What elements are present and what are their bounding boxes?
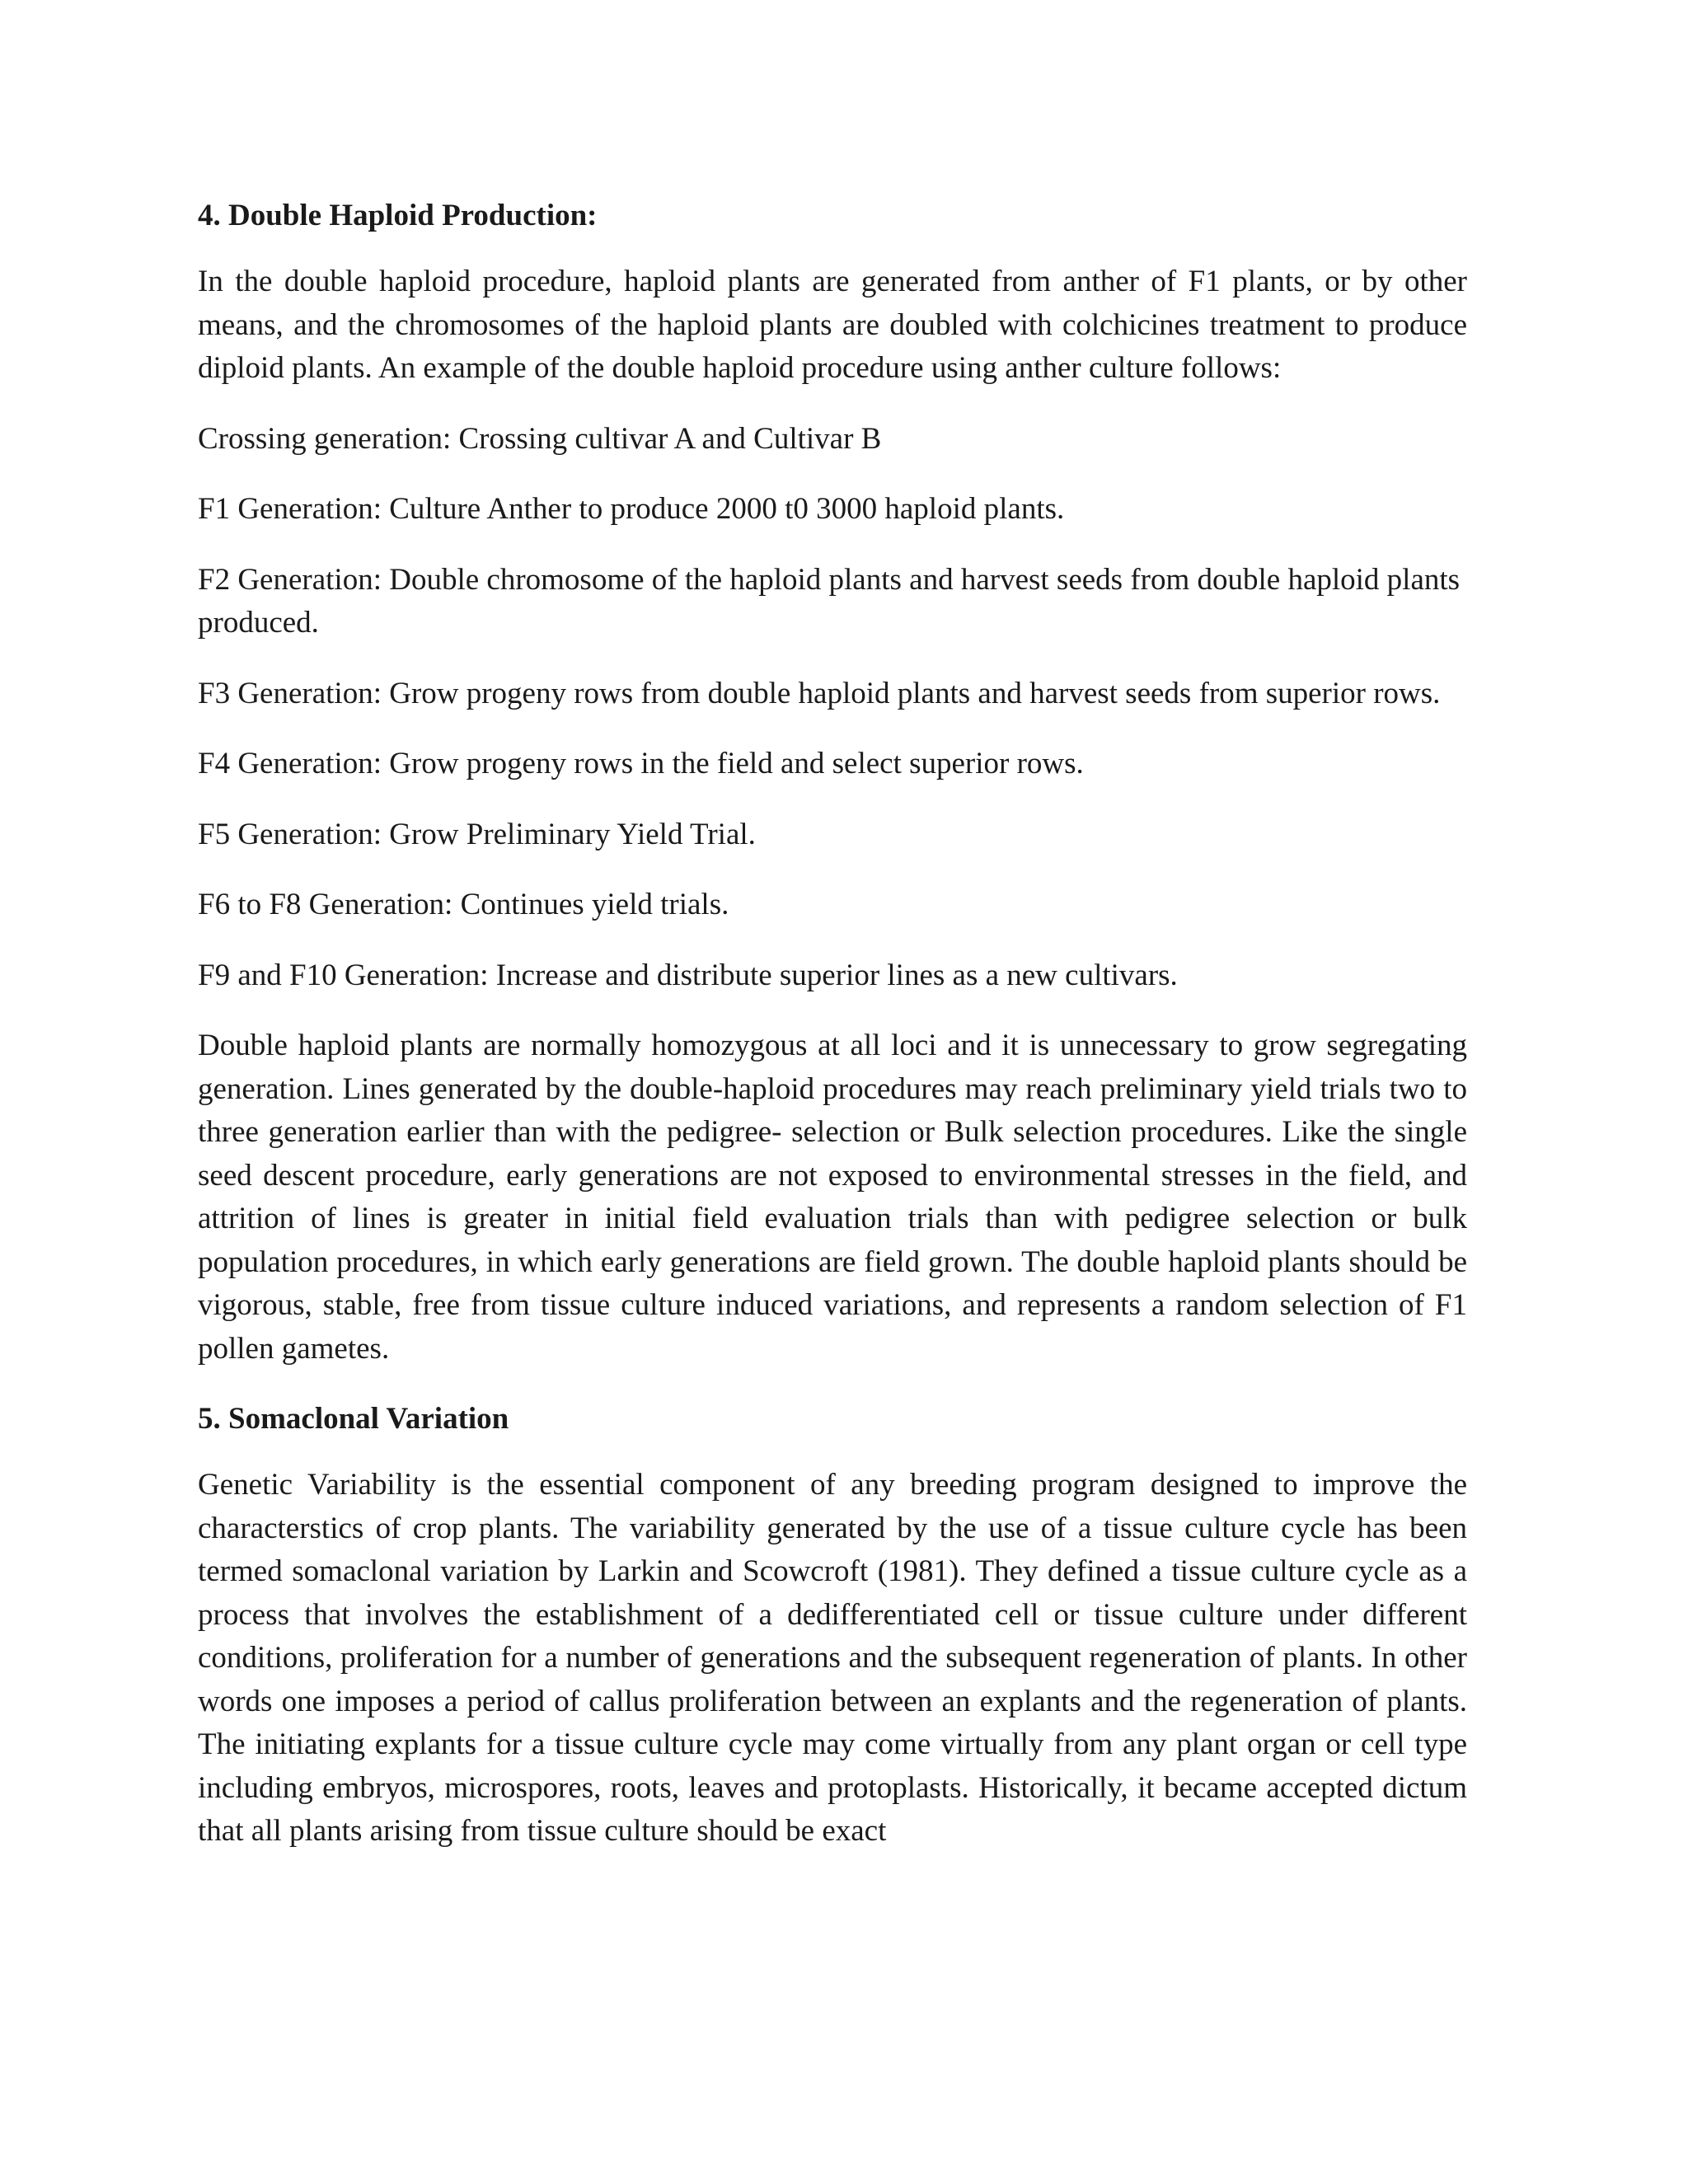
- step-f1-generation: F1 Generation: Culture Anther to produce 2000 t0 3000 haploid plants.: [198, 492, 1065, 526]
- section-5-body-paragraph: Genetic Variability is the essential component of any breeding program designed to improve the characterstics of crop plants. The variability generated by the use of a tissue culture cycle has been termed somaclonal variation by Larkin and Scowcroft (1981). They defined a tissue culture cycle as a process that involves the establishment of a dedifferentiated cell or tissue culture under different conditions, proliferation for a number of generations and the subsequent regeneration of plants. In other words one imposes a period of callus proliferation between an explants and the regeneration of plants. The initiating explants for a tissue culture cycle may come virtually from any plant organ or cell type including embryos, microspores, roots, leaves and protoplasts. Historically, it became accepted dictum that all plants arising from tissue culture should be exact: [198, 1468, 1467, 1848]
- section-4-discussion-paragraph: Double haploid plants are normally homozygous at all loci and it is unnecessary to grow segregating generation. Lines generated by the double-haploid procedures may reach preliminary yield trials two to three generation earlier than with the pedigree- selection or Bulk selection procedures. Like the single seed descent procedure, early generations are not exposed to environmental stresses in the field, and attrition of lines is greater in initial field evaluation trials than with pedigree selection or bulk population procedures, in which early generations are field grown. The double haploid plants should be vigorous, stable, free from tissue culture induced variations, and represents a random selection of F1 pollen gametes.: [198, 1029, 1467, 1366]
- step-f3-generation: F3 Generation: Grow progeny rows from double haploid plants and harvest seeds from superior rows.: [198, 676, 1441, 710]
- step-f6-f8-generation: F6 to F8 Generation: Continues yield trials.: [198, 888, 729, 921]
- step-crossing-generation: Crossing generation: Crossing cultivar A and Cultivar B: [198, 421, 882, 456]
- section-4-heading: 4. Double Haploid Production:: [198, 199, 598, 232]
- step-f9-f10-generation: F9 and F10 Generation: Increase and distribute superior lines as a new cultivars.: [198, 958, 1178, 992]
- section-5-heading: 5. Somaclonal Variation: [198, 1402, 509, 1436]
- step-f5-generation: F5 Generation: Grow Preliminary Yield Trial.: [198, 817, 756, 851]
- step-f2-generation: F2 Generation: Double chromosome of the haploid plants and harvest seeds from double haploid plants produced.: [198, 562, 1461, 640]
- section-4-intro-paragraph: In the double haploid procedure, haploid plants are generated from anther of F1 plants, or by other means, and the chromosomes of the haploid plants are doubled with colchicines treatment to produce diploid plants. An example of the double haploid procedure using anther culture follows:: [198, 265, 1467, 385]
- step-f4-generation: F4 Generation: Grow progeny rows in the field and select superior rows.: [198, 747, 1084, 780]
- document-page: [198, 194, 1467, 1881]
